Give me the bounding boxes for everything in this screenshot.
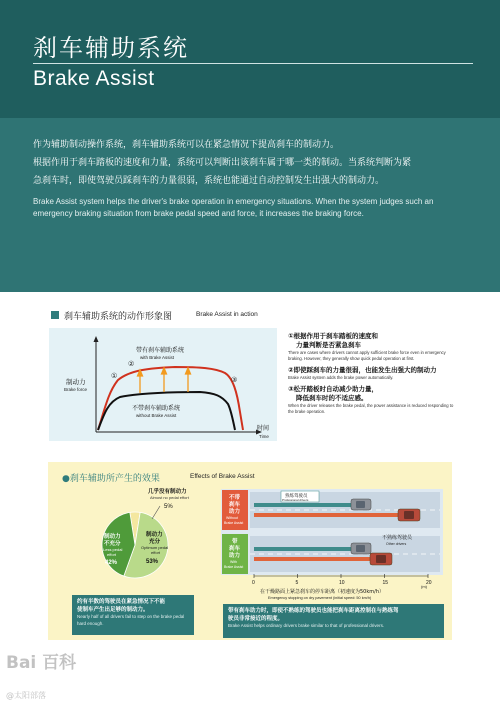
pie-left-label-en-1: Less pedal (103, 547, 123, 552)
pie-left-label-cn-1: 制动力 (104, 534, 121, 540)
distance-tick-label: 15 (382, 580, 389, 586)
row-with-en-2: Brake Assist (224, 565, 244, 569)
section2-title-en: Effects of Brake Assist (190, 473, 255, 480)
info-box-left (72, 595, 194, 635)
car-pro-with (351, 543, 371, 554)
row-with-cn-1: 带 (232, 539, 238, 545)
info-box-right (223, 604, 444, 638)
marker-3: ③ (231, 376, 238, 384)
car-pro-without (351, 499, 371, 510)
note-2-body: Brake Assist system adds the brake power automatically. (288, 375, 394, 380)
distance-unit: (m) (421, 584, 427, 589)
info-left-cn-1: 约有半数的驾驶员在紧急情况下不能 (77, 599, 166, 605)
row-without-en-2: Brake Assist (224, 521, 244, 525)
car-other-without (398, 509, 420, 521)
row-without-cn-3: 助力 (229, 509, 241, 515)
intro-cn-line-2: 根据作用于刹车踏板的速度和力量，系统可以判断出该刹车属于哪一类的制动。当系统判断为紧 (33, 158, 412, 168)
note-1-body: There are cases where drivers cannot apply sufficient brake force even in emergency braking. However, they generally show quick pedal operation at first. (288, 350, 446, 361)
pie-right-pct: 53% (146, 559, 159, 565)
intro-cn-line-1: 作为辅助制动操作系统，刹车辅助系统可以在紧急情况下提高刹车的制动力。 (33, 140, 340, 150)
title-chinese: 刹车辅助系统 (33, 34, 189, 62)
watermark-credit: @太阳部落 (6, 691, 46, 700)
note-3-title-a: ③松开踏板时自动减少助力量， (288, 385, 379, 393)
pie-right-label-cn-1: 制动力 (146, 532, 163, 538)
row-with-cn-2: 刹车 (229, 546, 241, 552)
label-with-en: with Brake Assist (140, 355, 175, 360)
label-without-cn: 不带刹车辅助系统 (132, 405, 181, 412)
x-axis-label-en: Time (259, 434, 269, 439)
y-axis-label-cn: 制动力 (66, 378, 86, 386)
callout-pro-en: Professional drivers (282, 498, 309, 502)
distance-caption-cn: 在干燥路面上紧急刹车的停车距离（初速度为50km/h） (260, 589, 384, 595)
row-without-cn-2: 刹车 (229, 502, 241, 508)
label-with-cn: 带有刹车辅助系统 (136, 347, 185, 354)
info-left-cn-2: 使制车产生出足够的制动力。 (77, 607, 149, 613)
section1-title: 刹车辅助系统的动作形象图 (64, 312, 173, 322)
pie-left-pct: 42% (105, 560, 118, 566)
note-3-title-b: 降低刹车时的不适应感。 (296, 394, 368, 402)
info-right-cn-2: 驶员非常接近的程度。 (228, 616, 284, 622)
row-without-cn-1: 不带 (229, 495, 241, 501)
callout-other-cn: 不熟练驾驶员 (382, 535, 413, 541)
note-3-body: When the driver releases the brake pedal, the power assistance is reduced responding to the brake operation. (288, 403, 454, 414)
y-axis-label-en: Brake force (64, 387, 88, 392)
marker-2: ② (128, 360, 135, 368)
row-without-en-1: Without (226, 516, 238, 520)
title-english: Brake Assist (33, 67, 155, 90)
distance-tick-label: 5 (295, 580, 299, 586)
pie-top-pct: 5% (164, 504, 173, 510)
note-1-title-a: ①根据作用于刹车踏板的速度和 (288, 332, 379, 340)
label-without-en: without Brake Assist (136, 413, 177, 418)
intro-cn-line-3: 急刹车时，即使驾驶员踩刹车的力量很弱，系统也能通过自动控制发生出强大的制动力。 (33, 176, 385, 186)
pie-left-label-cn-2: 不充分 (104, 541, 121, 547)
watermark-brand: Bai 百科 (6, 653, 77, 673)
pie-top-label-en: Almost no pedal effort (150, 495, 189, 500)
section2-title: ●刹车辅助所产生的效果 (62, 474, 160, 484)
callout-pro-cn: 熟练驾驶员 (285, 494, 308, 499)
bar-other-with (254, 557, 372, 561)
bar-other-without (254, 513, 400, 517)
row-with-en-1: With (230, 560, 237, 564)
section1-title-en: Brake Assist in action (196, 311, 258, 318)
info-right-cn-1: 带有刹车助力时，即使不熟练的驾驶员也能把刹车距离控制在与熟练驾 (228, 608, 399, 614)
pie-left-label-en-2: effort (107, 552, 117, 557)
info-right-en: Brake Assist helps ordinary drivers brake similar to that of professional drivers. (228, 623, 385, 628)
distance-tick-label: 10 (339, 580, 345, 586)
pie-right-label-en-2: effort (151, 550, 161, 555)
pie-top-label-cn: 几乎没有制动力 (148, 489, 187, 495)
distance-tick-label: 0 (252, 580, 255, 586)
info-left-en: Nearly half of all drivers fail to step on the brake pedal hard enough. (77, 614, 185, 626)
distance-tick-label: 20 (426, 580, 432, 586)
marker-1: ① (111, 372, 118, 380)
callout-other-en: Other drivers (386, 542, 407, 546)
row-with-cn-3: 助力 (229, 553, 241, 559)
intro-english: Brake Assist system helps the driver's brake operation in emergency situations. When the system judges such an emergency braking situation from brake pedal speed and force, it increases the braking force. (33, 197, 434, 218)
bar-pro-without (254, 503, 352, 507)
note-1-title-b: 力量判断是否紧急刹车 (296, 341, 361, 349)
x-axis-label-cn: 时间 (257, 425, 270, 432)
bar-pro-with (254, 547, 352, 551)
note-2-title: ②即使踩刹车的力量很弱，也能发生出强大的制动力 (288, 366, 437, 374)
pie-right-label-en-1: Optimum pedal (141, 545, 169, 550)
car-other-with (370, 553, 392, 565)
distance-caption-en: Emergency stopping on dry pavement (initial speed: 50 km/h) (268, 596, 372, 600)
pie-right-label-cn-2: 充分 (149, 539, 161, 545)
